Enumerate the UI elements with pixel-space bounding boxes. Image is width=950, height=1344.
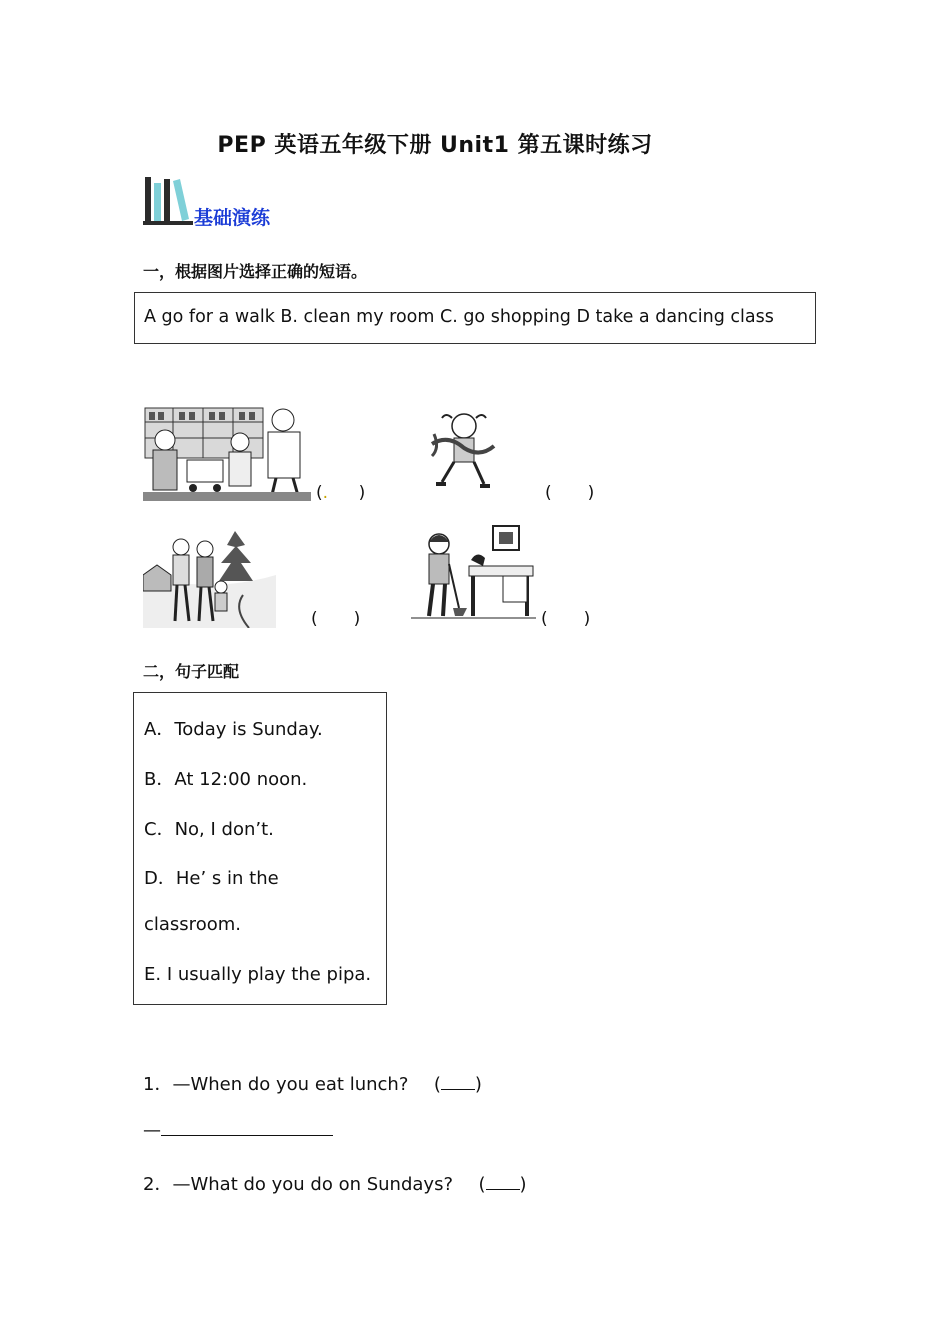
question-1 (143, 1070, 482, 1096)
reply-dash: — (143, 1120, 161, 1141)
answer-blank-2[interactable]: ( ) (545, 483, 595, 503)
answer-blank-4[interactable]: ( ) (541, 609, 591, 629)
answer-option-b: B．At 12:00 noon. (144, 769, 308, 790)
reply-1-line[interactable] (143, 1120, 333, 1141)
question-2-blank[interactable]: ( ) (478, 1174, 527, 1195)
part1-heading: 一，根据图片选择正确的短语。 (143, 262, 368, 281)
answer-options-box (133, 692, 387, 1005)
answer-option-d: D．He’ s in the (144, 868, 279, 889)
page-title: PEP 英语五年级下册 Unit1 第五课时练习 (217, 133, 653, 158)
options-text: A go for a walk B. clean my room C. go shopping D take a dancing class (144, 307, 774, 327)
shopping-family-picture (143, 404, 311, 501)
family-walk-picture (143, 525, 276, 628)
answer-blank-3[interactable]: ( ) (311, 609, 361, 629)
answer-blank-1[interactable]: (. ) (316, 483, 366, 503)
question-1-blank[interactable]: ( ) (433, 1074, 482, 1095)
part2-heading: 二，句子匹配 (143, 662, 240, 681)
question-2-text: 2．—What do you do on Sundays? (143, 1174, 454, 1195)
books-icon (143, 175, 193, 227)
dancing-girl-picture (424, 404, 504, 496)
answer-option-c: C．No, I don’t. (144, 819, 274, 840)
question-1-text: 1．—When do you eat lunch? (143, 1074, 409, 1095)
section-label: 基础演练 (194, 207, 271, 229)
answer-option-a: A．Today is Sunday. (144, 719, 323, 740)
question-2 (143, 1170, 527, 1196)
options-box (134, 292, 816, 344)
answer-option-e: E. I usually play the pipa. (144, 964, 372, 985)
answer-option-d-cont: classroom. (144, 914, 241, 935)
girl-cleaning-room-picture (411, 524, 536, 624)
